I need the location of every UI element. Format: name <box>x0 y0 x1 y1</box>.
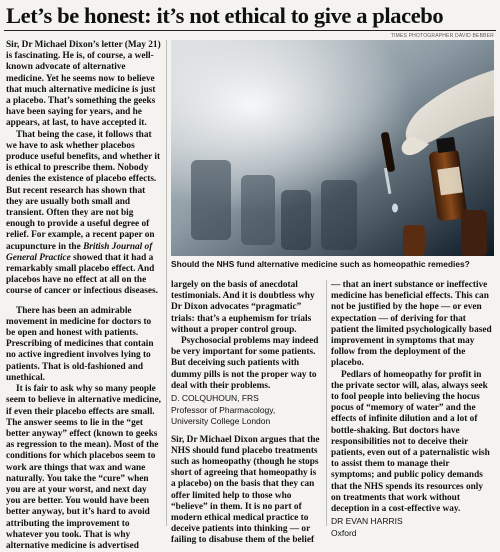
letter1-paragraph-3: There has been an admirable movement in medicine for doctors to be open and honest with patients. Prescribing of medicines that contain no active ingredient involves lying to patients. That is old-fashioned and unethical. <box>6 305 154 383</box>
headline-rule <box>4 30 496 31</box>
pipette-bottle-illustration <box>171 40 494 256</box>
letter-column-2 <box>171 280 321 546</box>
letter1-author: D. COLQUHOUN, FRS <box>171 393 259 404</box>
letter2-author: DR EVAN HARRIS <box>331 516 403 527</box>
letter1-paragraph-4: It is fair to ask why so many people seem to believe in alternative medicine, if even their placebo effects are small. The answer seems to lie in the “get better anyway” effect (known to geeks as regression to the mean). Most of the conditions for which placebos seem to work are things that wax and wane naturally. You take the “cure” when you are at your worst, and next day you are better. You would have been better anyway, but it’s hard to avoid attributing the improvement to whatever you took. That is why alternative medicine is advertised <box>6 384 161 551</box>
letter1-paragraph-6: Psychosocial problems may indeed be very important for some patients. But deceiving such patients with dummy pills is not the proper way to deal with their problems. <box>171 336 319 391</box>
column-divider <box>326 280 327 526</box>
photo-credit: TIMES PHOTOGRAPHER DAVID BEBBER <box>390 33 494 39</box>
letter1-author-affiliation: University College London <box>171 416 271 427</box>
journal-name: British Journal of General Practice <box>6 241 153 263</box>
homeopathy-photo <box>171 40 494 256</box>
letter1-paragraph-1: Sir, Dr Michael Dixon’s letter (May 21) is fascinating. He is, of course, a well-known advocate of alternative medicine. Yet he seems now to believe that much alternative medicine is just a placebo. That’s something the geeks have been saying for years, and he appears, at last, to have accepted it. <box>6 40 161 129</box>
letter1-paragraph-2 <box>6 130 162 298</box>
letter1-column-1 <box>6 40 162 551</box>
letter1-paragraph-2-text: That being the case, it follows that we have to ask whether placebos produce useful benefits, and whether it is ethical to prescribe them. Nobody denies the existence of placebo effects. But recent research has shown that they are usually both small and transient. Often they are not big enough to provide a useful degree of relief. For example, a recent paper on acupuncture in the <box>6 129 161 252</box>
letter2-paragraph-2: — that an inert substance or ineffective medicine has beneficial effects. This can not be justified by the hope — or even expectation — of deriving for that patient the limited psychologically based improvement in symptoms that may follow from the deployment of the placebo. <box>331 280 492 369</box>
photo-caption: Should the NHS fund alternative medicine such as homeopathic remedies? <box>171 259 470 269</box>
column-divider <box>166 40 167 526</box>
letter1-paragraph-5: largely on the basis of anecdotal testimonials. And it is doubtless why Dr Dixon advocates “pragmatic” trials: that’s a euphemism for trials without a proper control group. <box>171 280 315 335</box>
letter2-place: Oxford <box>331 527 357 538</box>
letter1-author-title: Professor of Pharmacology, <box>171 404 276 415</box>
letter1-paragraph-2-end: showed that it had a remarkably small placebo effect. And placebos have no effect at all on the course of cancer or infectious diseases. <box>6 252 158 297</box>
letter2-paragraph-3: Pedlars of homeopathy for profit in the private sector will, alas, always seek to fool people into believing the hocus pocus of “memory of water” and the effects of infinite dilution and a lot of bottle-shaking. But doctors have responsibilities not to deceive their patients, even out of a paternalistic wish to assist them to manage their symptoms; and public policy demands that the NHS spends its resources only on treatments that work without deception in a cost-effective way. <box>331 369 490 515</box>
letter2-paragraph-1: Sir, Dr Michael Dixon argues that the NHS should fund placebo treatments such as homeopathy (though he stops short of agreeing that homeopathy is a placebo) on the basis that they can offer limited help to those who “believe” in them. It is no part of modern ethical medical practice to deceive patients into thinking — or failing to disabuse them of the belief <box>171 434 320 546</box>
headline: Let’s be honest: it’s not ethical to give a placebo <box>6 3 444 28</box>
letter-column-3 <box>331 280 493 538</box>
